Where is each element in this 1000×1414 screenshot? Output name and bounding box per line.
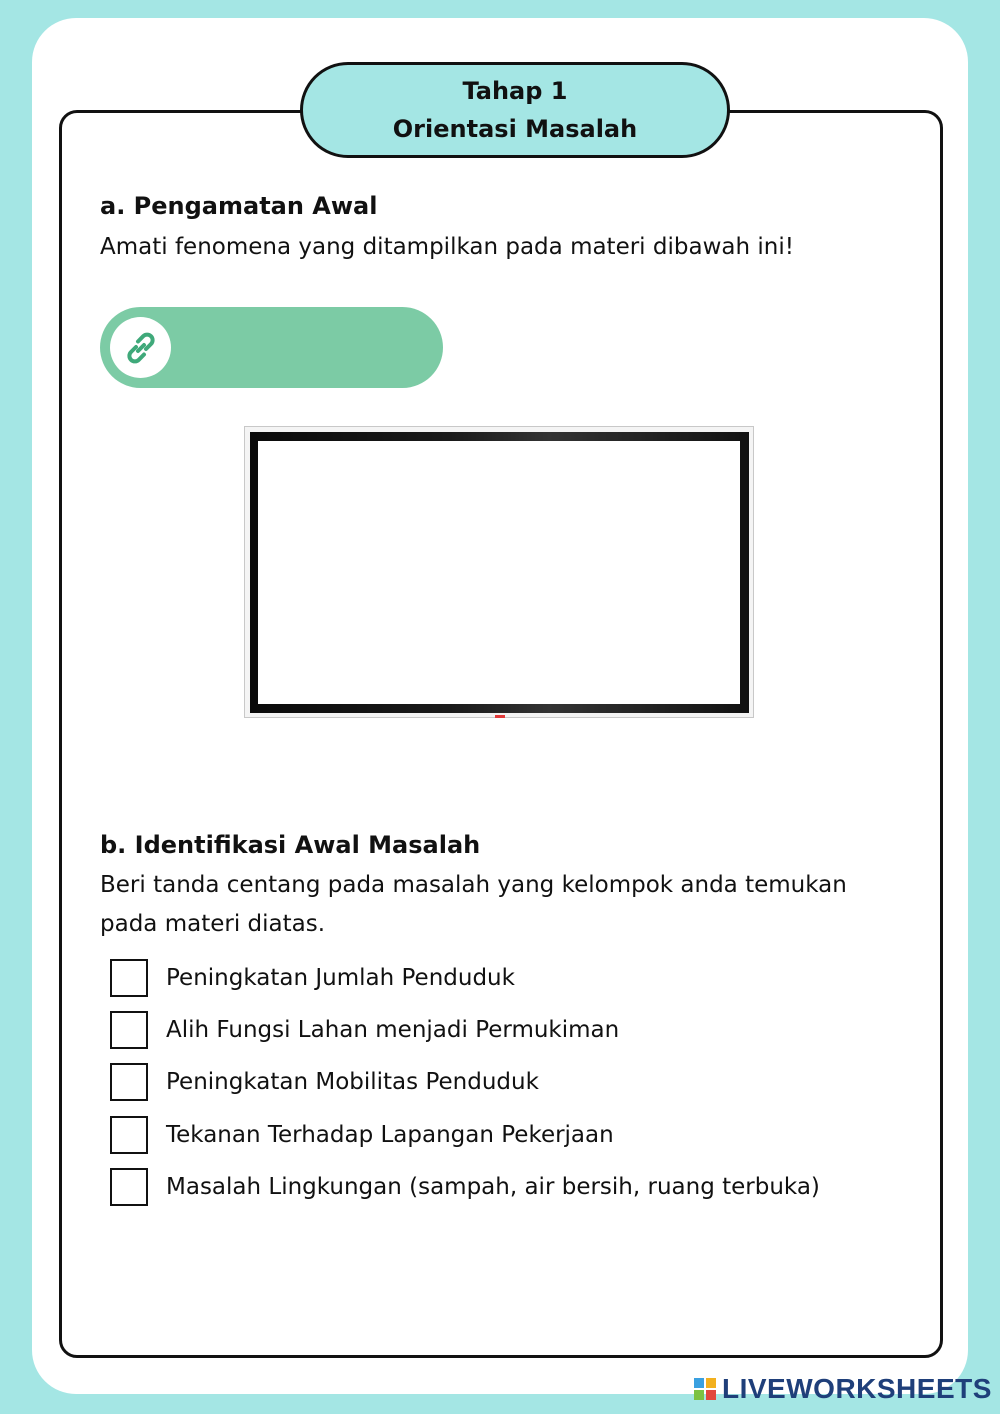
checklist-label: Peningkatan Mobilitas Penduduk <box>166 1069 539 1095</box>
stage-title: Orientasi Masalah <box>392 115 638 143</box>
section-a-heading: a. Pengamatan Awal <box>100 192 378 220</box>
checklist-item[interactable] <box>110 958 515 998</box>
liveworksheets-logo-icon <box>694 1378 716 1400</box>
checklist-item[interactable] <box>110 1062 539 1102</box>
link-icon <box>110 317 171 378</box>
material-link-button[interactable] <box>100 307 443 388</box>
stage-title-badge <box>300 62 730 158</box>
checklist-label: Tekanan Terhadap Lapangan Pekerjaan <box>166 1122 614 1148</box>
stage-number: Tahap 1 <box>462 77 568 105</box>
checklist-item[interactable] <box>110 1010 619 1050</box>
checkbox[interactable] <box>110 1116 148 1154</box>
tv-bezel <box>250 432 749 713</box>
checkbox[interactable] <box>110 959 148 997</box>
checklist-item[interactable] <box>110 1167 820 1207</box>
tv-power-led <box>495 715 505 718</box>
checkbox[interactable] <box>110 1063 148 1101</box>
liveworksheets-brand[interactable] <box>694 1372 992 1406</box>
checklist-label: Alih Fungsi Lahan menjadi Permukiman <box>166 1017 620 1043</box>
checklist-label: Masalah Lingkungan (sampah, air bersih, ruang terbuka) <box>166 1174 820 1200</box>
checkbox[interactable] <box>110 1011 148 1049</box>
section-b-heading: b. Identifikasi Awal Masalah <box>100 831 481 859</box>
section-a-instruction: Amati fenomena yang ditampilkan pada materi dibawah ini! <box>100 234 794 260</box>
checklist-item[interactable] <box>110 1115 614 1155</box>
section-b-instruction: Beri tanda centang pada masalah yang kelompok anda temukan pada materi diatas. <box>100 872 847 937</box>
video-player-frame[interactable] <box>244 426 754 718</box>
checklist-label: Peningkatan Jumlah Penduduk <box>166 965 515 991</box>
video-screen[interactable] <box>258 441 740 704</box>
brand-name: LIVEWORKSHEETS <box>722 1373 992 1404</box>
checkbox[interactable] <box>110 1168 148 1206</box>
